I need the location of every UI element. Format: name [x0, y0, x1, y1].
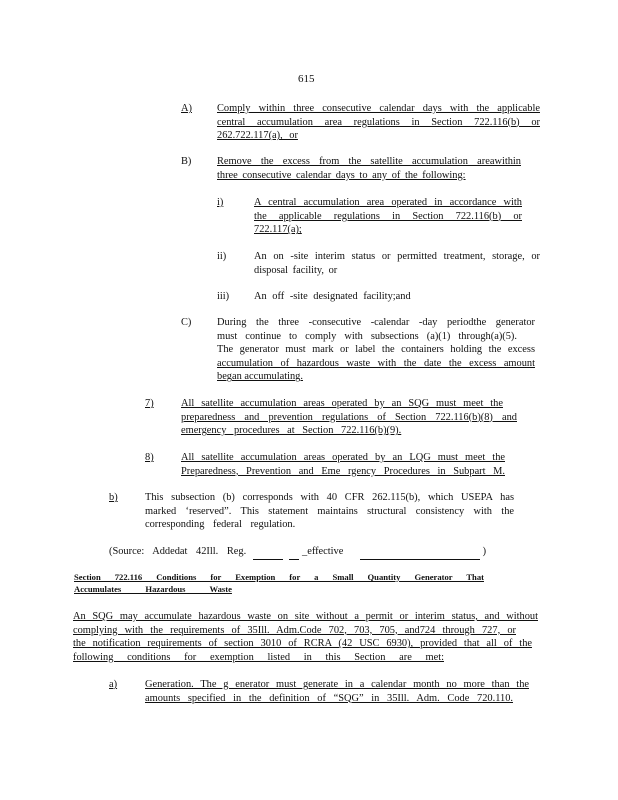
item-C-text: [217, 316, 535, 384]
item-label-Bi: i): [217, 197, 224, 208]
text-line: emergency procedures at Section 722.116(b)(9).: [181, 425, 402, 437]
item-label-A: A): [181, 103, 192, 114]
text-line: disposal facility, or: [254, 264, 338, 276]
text-line: the applicable regulations in Section 722.116(b) or: [254, 210, 522, 222]
item-Biii-text: [254, 290, 411, 304]
text-line: An SQG may accumulate hazardous waste on site without a permit or interim status, and without: [73, 611, 538, 622]
section-intro: [73, 610, 538, 664]
item-a-text: [145, 678, 529, 705]
text-line: Remove the excess from the satellite accumulation areawithin: [217, 156, 521, 167]
source-close: ): [482, 546, 487, 557]
item-Bi-text: [254, 196, 522, 237]
item-b-text: [145, 491, 514, 532]
text-line: During the three -consecutive -calendar -day periodthe generator: [217, 317, 535, 328]
text-line: three consecutive calendar days to any of the following:: [217, 169, 466, 181]
text-line: Comply within three consecutive calendar days with the applicable: [217, 103, 540, 114]
item-label-8: 8): [145, 452, 154, 463]
text-line: An off -site designated facility;and: [254, 291, 411, 302]
item-label-b: b): [109, 492, 118, 503]
item-label-B: B): [181, 156, 192, 167]
text-line: An on -site interim status or permitted treatment, storage, or: [254, 251, 540, 262]
text-line: All satellite accumulation areas operated by an LQG must meet the: [181, 452, 505, 463]
item-7-text: [181, 397, 517, 438]
item-8-text: [181, 451, 505, 478]
source-note: [109, 545, 486, 560]
item-label-Biii: iii): [217, 291, 230, 302]
text-line: central accumulation area regulations in Section 722.116(b) or: [217, 116, 540, 128]
source-lead: (Source: Addedat 42Ill. Reg.: [109, 546, 247, 557]
text-line: preparedness and prevention regulations of Section 722.116(b)(8) and: [181, 411, 517, 423]
blank-register-number: [253, 545, 283, 560]
text-line: corresponding federal regulation.: [145, 519, 296, 531]
text-line: 262.722.117(a), or: [217, 130, 298, 142]
source-effective: _effective: [302, 546, 344, 557]
text-line: must continue to comply with subsections (a)(1) through(a)(5).: [217, 330, 517, 342]
item-label-Bii: ii): [217, 251, 227, 262]
text-line: began accumulating.: [217, 371, 303, 383]
text-line: 722.117(a);: [254, 224, 302, 236]
item-label-7: 7): [145, 398, 154, 409]
section-heading: [74, 571, 484, 595]
item-label-C: C): [181, 317, 192, 328]
text-line: marked ‘reserved”. This statement maintains structural consistency with the: [145, 505, 514, 517]
page-number: 615: [298, 73, 315, 85]
text-line: Generation. The g enerator must generate in a calendar month no more than the: [145, 679, 529, 690]
text-line: A central accumulation area operated in accordance with: [254, 197, 522, 208]
text-line: the notification requirements of section 3010 of RCRA (42 USC 6930), provided that all of the: [73, 638, 532, 650]
blank-register-page: [289, 545, 299, 560]
section-heading-line-2: Accumulates Hazardous Waste: [74, 584, 232, 594]
item-Bii-text: [254, 250, 540, 277]
text-line: complying with the requirements of 35Ill. Adm.Code 702, 703, 705, and724 through 727, or: [73, 624, 516, 636]
blank-effective-date: [360, 545, 480, 560]
text-line: amounts specified in the definition of “SQG” in 35Ill. Adm. Code 720.110.: [145, 692, 513, 704]
text-line: Preparedness, Prevention and Eme rgency Procedures in Subpart M.: [181, 465, 505, 477]
text-line: This subsection (b) corresponds with 40 CFR 262.115(b), which USEPA has: [145, 492, 514, 503]
text-line: accumulation of hazardous waste with the date the excess amount: [217, 357, 535, 369]
item-label-a: a): [109, 679, 118, 690]
section-heading-line-1: Section 722.116 Conditions for Exemption for a Small Quantity Generator That: [74, 572, 484, 582]
item-B-text: [217, 155, 521, 182]
text-line: The generator must mark or label the containers holding the excess: [217, 344, 535, 356]
item-A-text: [217, 102, 540, 143]
text-line: All satellite accumulation areas operated by an SQG must meet the: [181, 398, 503, 409]
text-line: following conditions for exemption listed in this Section are met:: [73, 651, 444, 663]
